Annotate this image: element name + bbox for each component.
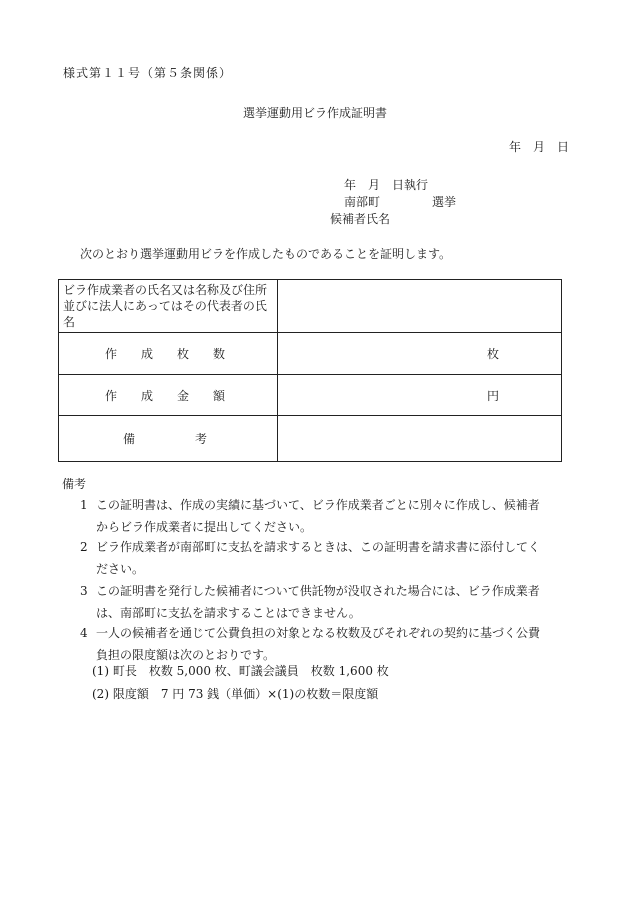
election-label: 選挙 xyxy=(432,195,457,209)
note-item xyxy=(80,622,572,666)
amount-label: 作 成 金 額 xyxy=(59,375,278,416)
remarks-field[interactable] xyxy=(278,416,562,462)
note-number: 4 xyxy=(80,626,88,640)
certificate-table xyxy=(58,279,562,462)
certification-statement: 次のとおり選挙運動用ビラを作成したものであることを証明します。 xyxy=(80,247,452,261)
execution-date-line: 年 月 日執行 xyxy=(344,178,429,192)
note-text: この証明書は、作成の実績に基づいて、ビラ作成業者ごとに別々に作成し、候補者 xyxy=(96,498,540,512)
remarks-label: 備 考 xyxy=(59,416,278,462)
town-name: 南部町 xyxy=(344,195,381,209)
note-text: からビラ作成業者に提出してください。 xyxy=(96,520,313,534)
vendor-info-field[interactable] xyxy=(278,280,562,333)
note-text: この証明書を発行した候補者について供託物が没収された場合には、ビラ作成業者 xyxy=(96,584,540,598)
vendor-info-label: ビラ作成業者の氏名又は名称及び住所並びに法人にあってはその代表者の氏名 xyxy=(59,280,278,333)
table-row xyxy=(59,280,562,333)
document-title: 選挙運動用ビラ作成証明書 xyxy=(242,106,387,120)
note-item xyxy=(80,536,572,580)
note-text: は、南部町に支払を請求することはできません。 xyxy=(96,606,361,620)
note-number: 1 xyxy=(80,498,88,512)
note-text: ださい。 xyxy=(96,562,145,576)
table-row xyxy=(59,416,562,462)
note-sub-item: (1) 町長 枚数 5,000 枚、町議会議員 枚数 1,600 枚 xyxy=(92,664,389,678)
issue-date-line: 年 月 日 xyxy=(508,140,569,154)
candidate-name-label: 候補者氏名 xyxy=(330,212,391,226)
amount-field[interactable]: 円 xyxy=(278,375,562,416)
form-number: 様式第１１号（第５条関係） xyxy=(63,66,233,80)
quantity-label: 作 成 枚 数 xyxy=(59,333,278,375)
notes-heading: 備考 xyxy=(62,477,87,491)
note-text: 一人の候補者を通じて公費負担の対象となる枚数及びそれぞれの契約に基づく公費 xyxy=(96,626,541,640)
note-number: 2 xyxy=(80,540,88,554)
note-text: 負担の限度額は次のとおりです。 xyxy=(96,648,276,662)
note-item xyxy=(80,580,572,624)
table-row xyxy=(59,333,562,375)
quantity-field[interactable]: 枚 xyxy=(278,333,562,375)
note-number: 3 xyxy=(80,584,88,598)
note-sub-item: (2) 限度額 7 円 73 銭（単価）×(1)の枚数＝限度額 xyxy=(92,687,379,701)
note-item xyxy=(80,494,572,538)
note-text: ビラ作成業者が南部町に支払を請求するときは、この証明書を請求書に添付してく xyxy=(96,540,541,554)
table-row xyxy=(59,375,562,416)
